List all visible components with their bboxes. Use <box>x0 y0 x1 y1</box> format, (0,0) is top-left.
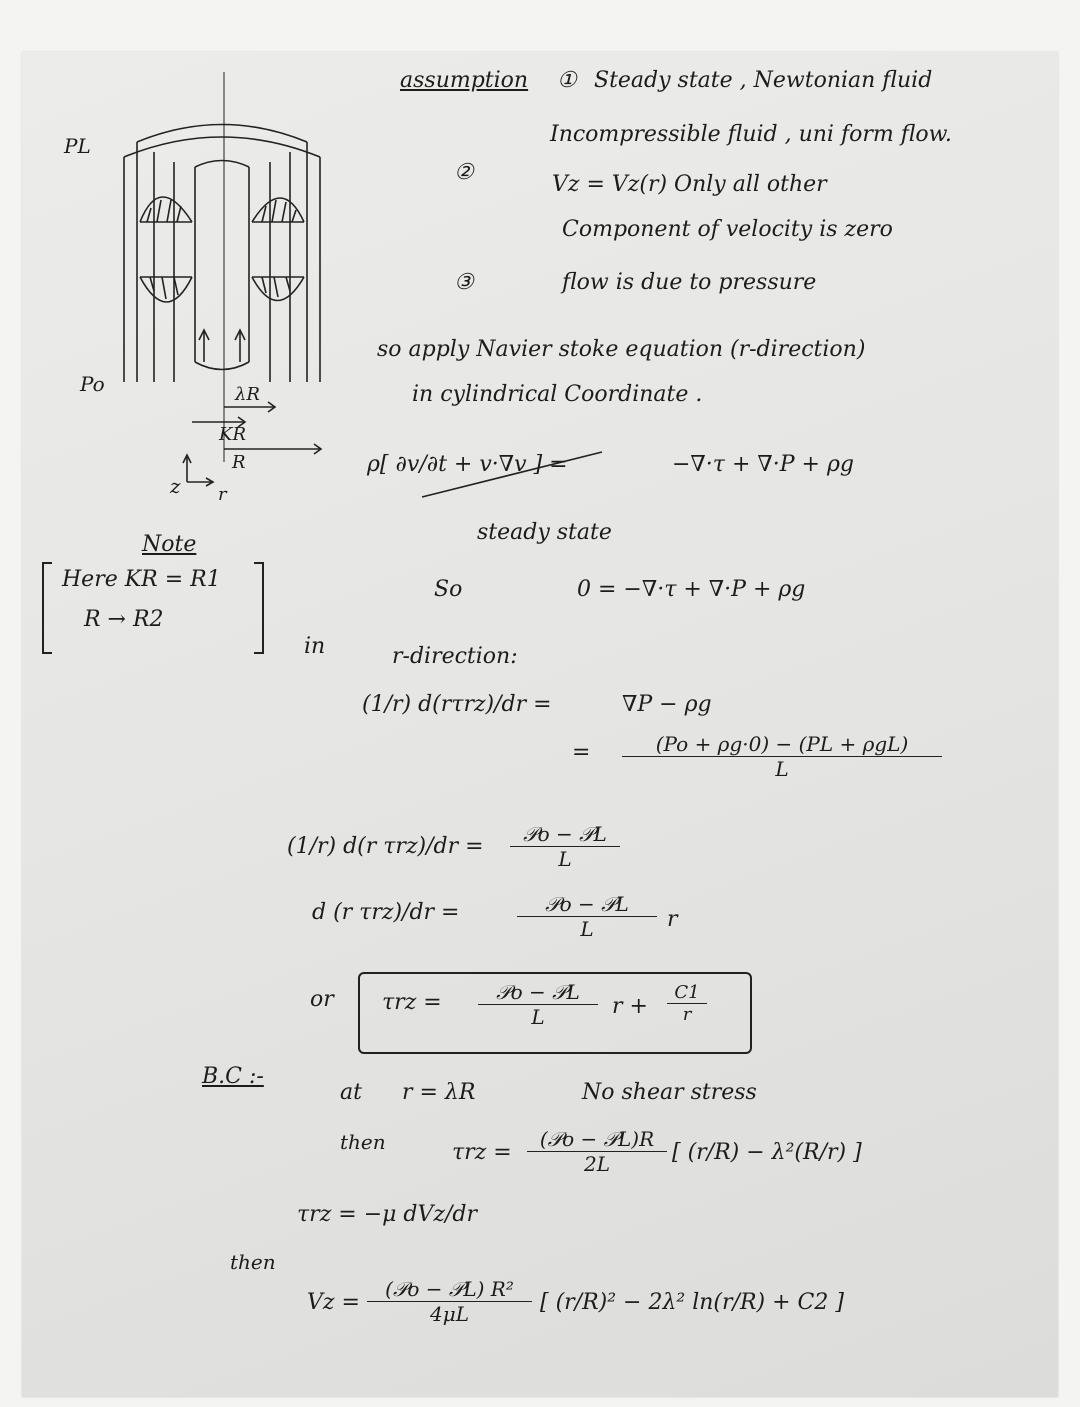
then-label-2: then <box>230 1250 276 1274</box>
note-title: Note <box>142 532 197 557</box>
equation-2-numerator: (Po + ρg·0) − (PL + ρgL) <box>622 732 942 757</box>
assumption-2-line-2: Component of velocity is zero <box>562 217 893 242</box>
equation-5-mid: r + <box>612 994 648 1019</box>
equation-4-denominator: L <box>580 917 594 941</box>
equation-4-numerator: 𝒫o − 𝒫L <box>517 892 657 917</box>
equation-5-constant-num: C1 <box>667 982 707 1004</box>
or-label: or <box>310 987 334 1012</box>
navier-stokes-lhs: ρ[ ∂v/∂t + v·∇v ] = <box>367 452 568 477</box>
bc-condition: r = λR <box>402 1080 476 1105</box>
equation-5-denominator: L <box>531 1005 545 1029</box>
equation-3-fraction <box>510 822 620 871</box>
assumption-1-line-2: Incompressible fluid , uni form flow. <box>550 122 952 147</box>
intro-line-1: so apply Navier stoke equation (r-direction) <box>377 337 866 362</box>
equation-5-fraction <box>478 980 598 1029</box>
equation-4-tail: r <box>667 907 678 932</box>
equation-6-bracket: [ (r/R) − λ²(R/r) ] <box>672 1140 862 1165</box>
assumption-1-line-1: Steady state , Newtonian fluid <box>594 68 933 93</box>
equation-8-bracket: [ (r/R)² − 2λ² ln(r/R) + C2 ] <box>540 1290 844 1315</box>
equation-4-fraction <box>517 892 657 941</box>
equation-5-numerator: 𝒫o − 𝒫L <box>478 980 598 1005</box>
in-label: in <box>304 634 326 659</box>
assumption-1-number: ① <box>557 68 577 93</box>
assumption-2-number: ② <box>454 160 474 185</box>
assumption-heading: assumption <box>400 68 529 93</box>
equation-6-denominator: 2L <box>583 1152 610 1176</box>
equation-6-fraction <box>527 1127 667 1176</box>
navier-stokes-rhs: −∇·τ + ∇·P + ρg <box>672 452 854 477</box>
so-label: So <box>434 577 463 602</box>
assumption-3-number: ③ <box>454 270 474 295</box>
note-line-1: Here KR = R1 <box>62 567 221 592</box>
pressure-top-label: PL <box>64 134 91 158</box>
equals-sign: = <box>572 740 591 765</box>
equation-6-numerator: (𝒫o − 𝒫L)R <box>527 1127 667 1152</box>
equation-1-lhs: (1/r) d(rτrz)/dr = <box>362 692 552 717</box>
note-bracket-left <box>42 562 52 654</box>
kr-label: KR <box>219 424 246 445</box>
equation-5-constant <box>667 982 707 1025</box>
equation-8-fraction <box>367 1277 532 1326</box>
equation-2-denominator: L <box>775 757 789 781</box>
equation-3-numerator: 𝒫o − 𝒫L <box>510 822 620 847</box>
assumption-2-line-1: Vz = Vz(r) Only all other <box>552 172 827 197</box>
z-axis-label: z <box>170 474 181 498</box>
lambda-r-label: λR <box>235 384 260 405</box>
then-label-1: then <box>340 1130 386 1154</box>
intro-line-2: in cylindrical Coordinate . <box>412 382 703 407</box>
boundary-condition-label: B.C :- <box>202 1064 264 1089</box>
equation-2-fraction <box>622 732 942 781</box>
pressure-bottom-label: Po <box>80 372 105 396</box>
note-bracket-right <box>254 562 264 654</box>
equation-3-denominator: L <box>558 847 572 871</box>
assumption-3-line-1: flow is due to pressure <box>562 270 817 295</box>
equation-4-lhs: d (r τrz)/dr = <box>312 900 460 925</box>
equation-5-constant-den: r <box>682 1004 692 1025</box>
equation-7: τrz = −μ dVz/dr <box>297 1202 477 1227</box>
bc-at-label: at <box>340 1080 362 1105</box>
equation-1-rhs: ∇P − ρg <box>622 692 712 717</box>
equation-6-lhs: τrz = <box>452 1140 512 1165</box>
equation-3-lhs: (1/r) d(r τrz)/dr = <box>287 834 484 859</box>
notebook-page <box>22 52 1058 1397</box>
simplified-equation: 0 = −∇·τ + ∇·P + ρg <box>577 577 806 602</box>
equation-5-lhs: τrz = <box>382 990 442 1015</box>
annular-flow-diagram <box>62 62 362 482</box>
note-line-2: R → R2 <box>84 607 164 632</box>
r-length-label: R <box>232 452 246 473</box>
bc-text: No shear stress <box>582 1080 757 1105</box>
equation-8-numerator: (𝒫o − 𝒫L) R² <box>367 1277 532 1302</box>
equation-8-lhs: Vz = <box>307 1290 360 1315</box>
equation-8-denominator: 4μL <box>429 1302 469 1326</box>
steady-state-strike <box>412 447 612 507</box>
r-axis-label: r <box>218 484 227 505</box>
r-direction-label: r-direction: <box>392 644 518 669</box>
steady-state-label: steady state <box>477 520 612 545</box>
